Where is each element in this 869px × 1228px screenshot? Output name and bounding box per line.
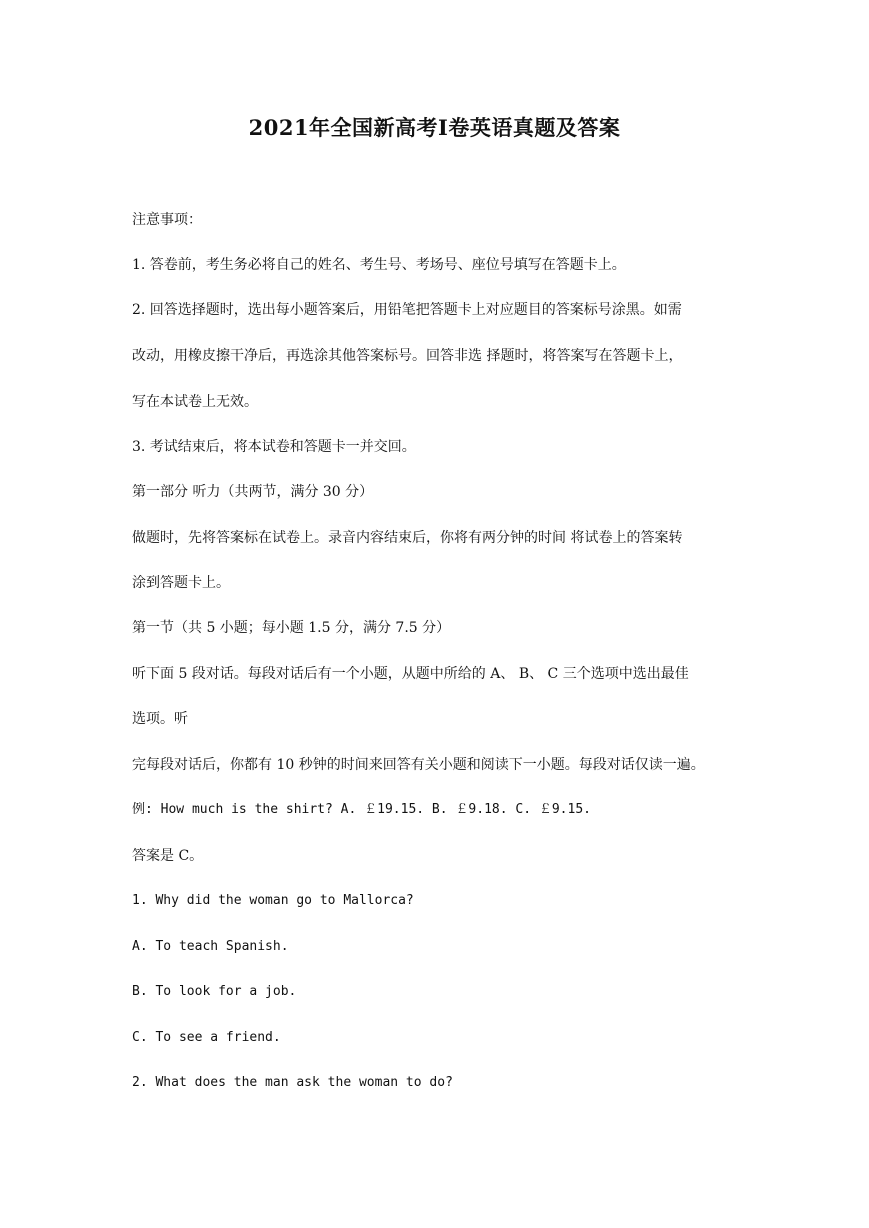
notice-item-2-cont-1: 改动，用橡皮擦干净后，再选涂其他答案标号。回答非选 择题时，将答案写在答题卡上，	[132, 348, 683, 364]
question-1: 1. Why did the woman go to Mallorca?	[132, 893, 414, 908]
question-2: 2. What does the man ask the woman to do?	[132, 1075, 453, 1090]
question-1-option-b: B. To look for a job.	[132, 984, 297, 999]
question-1-option-a: A. To teach Spanish.	[132, 939, 289, 954]
part-one-heading: 第一节（共 5 小题；每小题 1.5 分，满分 7.5 分）	[132, 620, 451, 636]
notice-item-2-cont-2: 写在本试卷上无效。	[132, 394, 258, 410]
notice-heading: 注意事项：	[132, 212, 202, 228]
notice-item-2: 2. 回答选择题时，选出每小题答案后，用铅笔把答题卡上对应题目的答案标号涂黑。如需	[132, 302, 682, 318]
document-title: 2021年全国新高考Ⅰ卷英语真题及答案	[248, 115, 621, 140]
part-one-instructions-cont-1: 选项。听	[132, 711, 188, 727]
part-one-instructions-cont-2: 完每段对话后，你都有 10 秒钟的时间来回答有关小题和阅读下一小题。每段对话仅读一遍。	[132, 757, 705, 773]
listening-instructions: 做题时，先将答案标在试卷上。录音内容结束后，你将有两分钟的时间 将试卷上的答案转	[132, 530, 683, 546]
question-1-option-c: C. To see a friend.	[132, 1030, 281, 1045]
listening-instructions-cont: 涂到答题卡上。	[132, 575, 230, 591]
notice-item-1: 1. 答卷前，考生务必将自己的姓名、考生号、考场号、座位号填写在答题卡上。	[132, 257, 626, 273]
example-question: 例: How much is the shirt? A. ￡19.15. B. ￡9.18. C. ￡9.15.	[132, 802, 591, 817]
notice-item-3: 3. 考试结束后，将本试卷和答题卡一并交回。	[132, 439, 416, 455]
example-answer: 答案是 C。	[132, 848, 204, 864]
section-heading-listening: 第一部分 听力（共两节，满分 30 分）	[132, 484, 374, 500]
part-one-instructions: 听下面 5 段对话。每段对话后有一个小题，从题中所给的 A、 B、 C 三个选项中选出最佳	[132, 666, 689, 682]
